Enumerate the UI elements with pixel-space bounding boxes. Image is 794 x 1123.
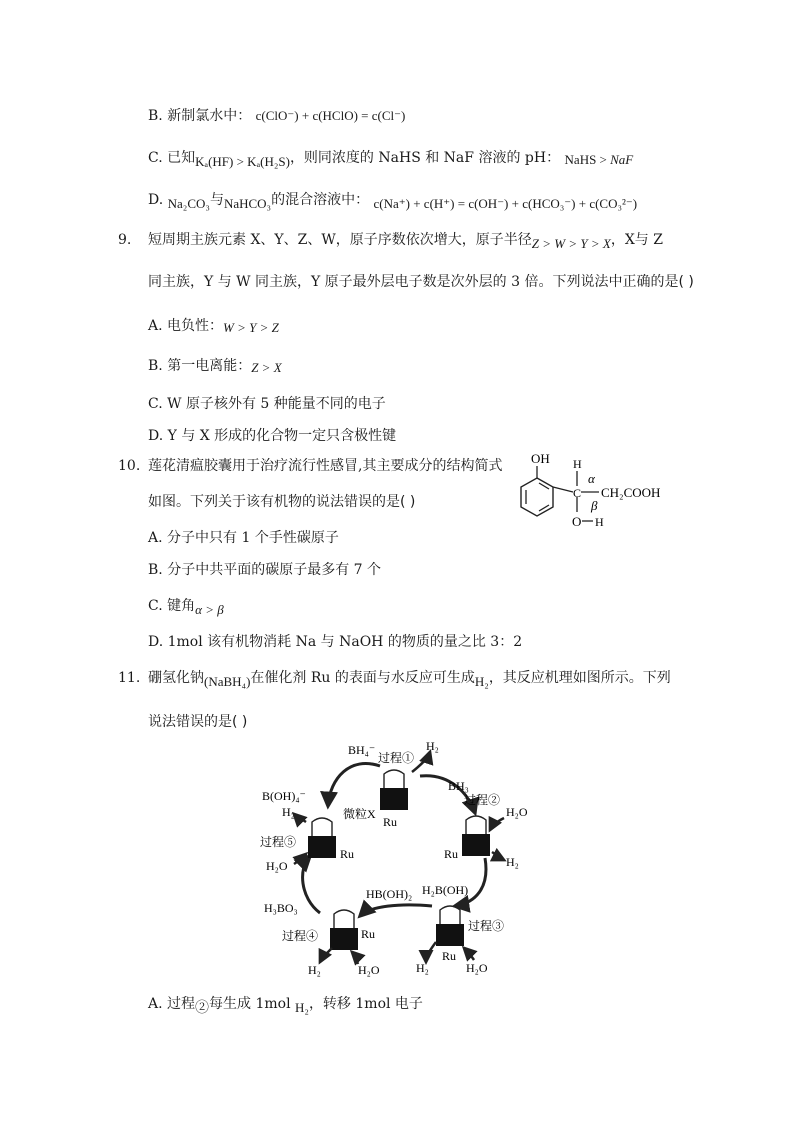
step1-label: 过程① xyxy=(378,751,415,765)
q11-stem-line2 xyxy=(148,712,247,732)
h3bo3-label: H₃BO₃ xyxy=(264,901,298,915)
q8-d-text: 的混合溶液中： xyxy=(271,192,370,208)
adsorbate-top xyxy=(384,770,404,788)
q9-stem-line1 xyxy=(148,230,663,250)
ru-bottom-left-label: Ru xyxy=(361,927,376,941)
q10-stem-text2: 如图。下列关于该有机物的说法错误的是 xyxy=(148,494,400,510)
ru-site-top xyxy=(380,788,408,810)
h2-4-label: H₂ xyxy=(308,963,321,977)
q8-c-label: C. 已知 xyxy=(148,150,196,166)
h2-5-label: H₂ xyxy=(282,805,295,819)
h2o-4-label: H₂O xyxy=(358,963,380,977)
q11-number: 11. xyxy=(118,670,141,686)
ru-bottom-right-label: Ru xyxy=(442,949,457,963)
boh4-label: B(OH)₄⁻ xyxy=(262,789,306,803)
step3-label: 过程③ xyxy=(468,919,505,933)
adsorbate-bottom-right xyxy=(440,906,460,924)
h-top-label: H xyxy=(573,457,582,471)
hboh2-label: HB(OH)₂ xyxy=(366,887,413,901)
q9-stem-text2: 同主族，Y 与 W 同主族，Y 原子最外层电子数是次外层的 3 倍。下列说法中正确的是 xyxy=(148,274,679,290)
h2-2-label: H₂ xyxy=(506,855,519,869)
q11-stem-e: ，其反应机理如图所示。下列 xyxy=(488,670,671,686)
step4-label: 过程④ xyxy=(282,929,319,943)
q8-b-label: B. 新制氯水中： xyxy=(148,108,252,124)
ru-site-bottom-right xyxy=(436,924,464,946)
h2-release-2 xyxy=(492,852,504,860)
h2-release-4 xyxy=(320,948,332,962)
q11-stem-a: 硼氢化钠 xyxy=(148,670,204,686)
q11-stem-line1 xyxy=(148,668,671,688)
q8-d-expr: c(Na⁺) + c(H⁺) = c(OH⁻) + c(HCO₃⁻) + c(CO₃²⁻) xyxy=(373,196,638,211)
alpha-label: α xyxy=(588,471,595,486)
q9-a-expr: W > Y > Z xyxy=(223,320,279,335)
q11-a-mid: 每生成 1mol xyxy=(209,996,291,1012)
q9-option-c[interactable]: C. W 原子核外有 5 种能量不同的电子 xyxy=(148,396,386,412)
q11-a-circle: ② xyxy=(195,1000,210,1016)
q9-b-label: B. 第一电离能： xyxy=(148,358,252,374)
q11-option-a[interactable] xyxy=(148,994,423,1014)
ring-c-bond xyxy=(553,487,573,492)
q8-d-label: D. xyxy=(148,192,164,208)
cycle-arrow-bottom xyxy=(360,905,432,916)
q8-option-d xyxy=(148,190,637,210)
q9-option-d[interactable]: D. Y 与 X 形成的化合物一定只含极性键 xyxy=(148,428,397,444)
q10-option-a[interactable]: A. 分子中只有 1 个手性碳原子 xyxy=(148,530,339,546)
q11-a-label: A. 过程 xyxy=(148,996,196,1012)
q10-structure-diagram xyxy=(515,450,685,532)
q9-option-b[interactable] xyxy=(148,356,282,376)
q11-mechanism-diagram xyxy=(250,738,540,980)
q11-a-end: ，转移 1mol 电子 xyxy=(308,996,423,1012)
q11-stem-formula: (NaBH₄) xyxy=(204,674,251,689)
ru-site-bottom-left xyxy=(330,928,358,950)
ru-left-label: Ru xyxy=(340,847,355,861)
q10-c-label: C. 键角 xyxy=(148,598,196,614)
q9-answer-paren[interactable]: ( ) xyxy=(678,274,694,290)
q9-stem-line2 xyxy=(148,272,694,292)
chiral-carbon-label: C xyxy=(573,486,582,500)
cycle-arrow-right xyxy=(455,858,486,906)
q11-stem-h2: H₂ xyxy=(474,674,489,689)
h2-3-label: H₂ xyxy=(416,961,429,975)
q11-a-h2: H₂ xyxy=(295,1000,309,1015)
h2o-2-label: H₂O xyxy=(506,805,528,819)
q8-c-cond: Kₐ(HF) > Kₐ(H₂S) xyxy=(195,154,290,169)
h2-release-3 xyxy=(426,942,436,962)
q9-radius-order: Z > W > Y > X xyxy=(531,236,611,251)
q9-a-label: A. 电负性： xyxy=(148,318,224,334)
oh-label: OH xyxy=(531,451,550,466)
q10-stem-line2 xyxy=(148,492,415,512)
step5-label: 过程⑤ xyxy=(260,835,297,849)
particle-x-label: 微粒X xyxy=(343,807,376,821)
ru-right-label: Ru xyxy=(444,847,459,861)
ru-top-label: Ru xyxy=(383,815,398,829)
q10-option-d[interactable]: D. 1mol 该有机物消耗 Na 与 NaOH 的物质的量之比 3：2 xyxy=(148,634,523,650)
q10-answer-paren[interactable]: ( ) xyxy=(400,494,416,510)
cycle-arrow-top-left xyxy=(328,764,380,806)
chain-label: CH₂COOH xyxy=(601,485,661,500)
adsorbate-right xyxy=(466,816,486,834)
q9-option-a[interactable] xyxy=(148,316,279,336)
q8-option-b xyxy=(148,106,405,126)
q8-option-c xyxy=(148,148,633,168)
cycle-arrow-left xyxy=(303,856,320,913)
q10-option-b[interactable]: B. 分子中共平面的碳原子最多有 7 个 xyxy=(148,562,381,578)
q8-c-text: ，则同浓度的 NaHS 和 NaF 溶液的 pH： xyxy=(289,150,561,166)
step2-label: 过程② xyxy=(464,793,501,807)
h2-1-label: H₂ xyxy=(426,739,439,753)
bh3-label: BH₃ xyxy=(448,779,469,793)
q11-answer-paren[interactable]: ( ) xyxy=(232,714,248,730)
adsorbate-bottom-left xyxy=(334,910,354,928)
beta-label: β xyxy=(591,498,598,513)
q9-stem-text: 短周期主族元素 X、Y、Z、W，原子序数依次增大，原子半径 xyxy=(148,232,532,248)
o-label: O xyxy=(572,514,582,529)
q8-c-expr-left: NaHS > xyxy=(564,152,611,167)
h2o-5-label: H₂O xyxy=(266,859,288,873)
ru-site-left xyxy=(308,836,336,858)
h2boh-label: H₂B(OH) xyxy=(422,883,469,897)
q10-number: 10. xyxy=(118,458,141,474)
q8-b-expr: c(ClO⁻) + c(HClO) = c(Cl⁻) xyxy=(255,108,406,123)
h2o-arrow-3 xyxy=(464,948,474,960)
q10-option-c[interactable] xyxy=(148,596,224,616)
q8-d-na2co3: Na₂CO₃ xyxy=(167,196,210,211)
h2o-arrow-2 xyxy=(490,818,504,830)
q8-d-nahco3: NaHCO₃ xyxy=(223,196,272,211)
q8-d-and: 与 xyxy=(209,192,224,208)
h-bottom-label: H xyxy=(595,515,604,529)
q8-c-expr-right: NaF xyxy=(610,152,634,167)
q9-stem-end: ，X与 Z xyxy=(610,232,663,248)
h2-release-1 xyxy=(412,752,430,772)
q9-b-expr: Z > X xyxy=(251,360,282,375)
q10-stem-line1: 莲花清瘟胶囊用于治疗流行性感冒,其主要成分的结构简式 xyxy=(148,458,503,474)
h2o-3-label: H₂O xyxy=(466,961,488,975)
q11-stem-c: 在催化剂 Ru 的表面与水反应可生成 xyxy=(250,670,475,686)
q9-number: 9. xyxy=(118,232,132,248)
q10-c-expr: α > β xyxy=(195,602,224,617)
bh4-label: BH₄⁻ xyxy=(348,743,376,757)
q11-stem-text2: 说法错误的是 xyxy=(148,714,232,730)
adsorbate-left xyxy=(312,818,332,836)
h2-release-5 xyxy=(294,814,306,822)
ru-site-right xyxy=(462,834,490,856)
